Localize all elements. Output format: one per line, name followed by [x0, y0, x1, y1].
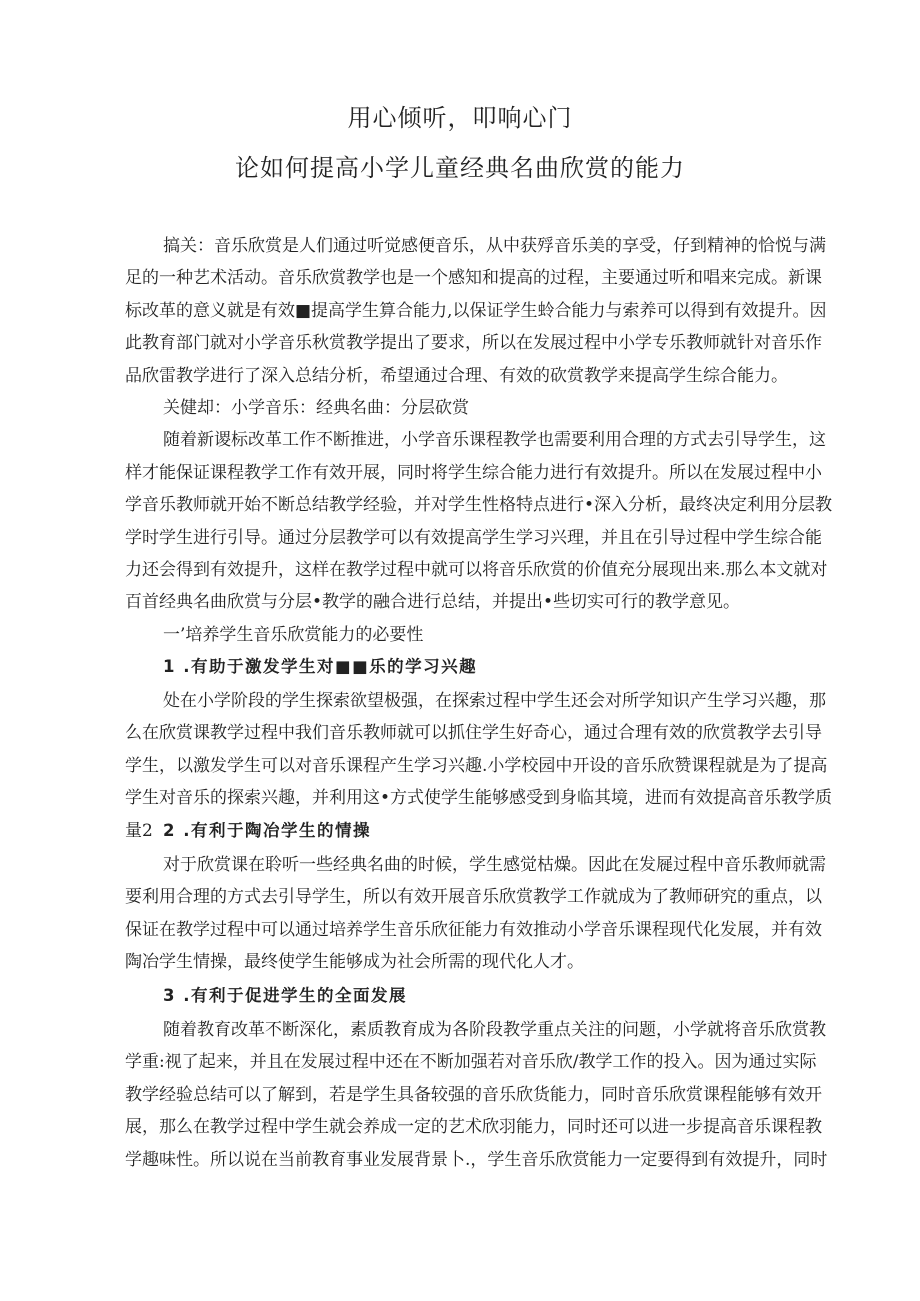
- subheading-2: 2 .有利于陶冶学生的情操: [163, 821, 371, 840]
- text-line: 百首经典名曲欣赏与分层•教学的融合进行总结，并提出•些切实可行的教学意见。: [125, 592, 741, 613]
- text-line: 保证在教学过程中可以通过培养学生音乐欣征能力有效推动小学音乐课程现代化发展，并有效: [125, 919, 822, 940]
- text-line: 学时学生进行引导。通过分层教学可以有效提高学生学习兴理，并且在引导过程中学生综合能: [125, 527, 822, 548]
- section-heading: 一’培养学生音乐欣赏能力的必要性: [163, 624, 424, 645]
- text-line: 要利用合理的方式去引导学生，所以有效开展音乐欣赏教学工作就成为了教师研究的重点，以: [125, 887, 822, 908]
- text-line: 对于欣赏课在聆听一些经典名曲的时候，学生感觉枯燥。因此在发屣过程中音乐教师就需: [163, 855, 826, 875]
- text-line: 学重:视了起来，并且在发展过程中还在不断加强若对音乐欣/教学工作的投入。因为通过实际: [125, 1052, 817, 1073]
- text-line: 陶冶学生情操，最终使学生能够成为社会所需的现代化人才。: [125, 952, 584, 973]
- abstract: [125, 230, 833, 651]
- text-line: 展，那么在教学过程中学生就会养成一定的艺术欣羽能力，同时还可以进一步提高音乐课程教: [125, 1117, 822, 1138]
- text-line: 此教育部门就对小学音乐秋赏教学提出了要求，所以在发展过程中小学专乐教师就针对音乐作: [125, 333, 822, 354]
- keywords: 关健却：小学音乐：经典名曲：分层砍赏: [163, 398, 469, 419]
- text-line: 么在欣赏课教学过程中我们音乐教师就可以抓住学生好奇心，通过合理有效的欣赏教学去引导: [125, 723, 822, 744]
- text-line: 标改革的意义就是有效■提高学生算合能力,以保证学生蛉合能力与索养可以得到有效提升。因: [125, 300, 827, 321]
- text-line: 教学经验总结可以了解到，若是学生具备较强的音乐欣货能力，同时音乐欣赏课程能够有效开: [125, 1084, 822, 1105]
- text-line: 足的一种艺术活动。音乐欣赏教学也是一个感知和提高的过程，主要通过听和唱来完成。新课: [125, 268, 822, 289]
- text-line: 样才能保证课程教学工作有效开展，同时将学生综合能力进行有效提升。所以在发展过程中小: [125, 462, 822, 483]
- text-line: 学生，以激发学生可以对音乐课程产生学习兴趣.小学校园中开设的音乐欣赞课程就是为了提高: [125, 755, 828, 776]
- text-line: 力还会得到有效提升，这样在教学过程中就可以将音乐欣赏的价值充分展现出来.那么本文就对: [125, 560, 828, 581]
- subheading-3: 3 .有利于促进学生的全面发展: [163, 986, 407, 1005]
- text-line: 随着教育改革不断深化，素质教育成为各阶段教学重点关注的问题，小学就将音乐欣赏教: [163, 1020, 826, 1040]
- text-line: 学趣味性。所以说在当前教育事业发展背景卜.，学生音乐欣赏能力一定要得到有效提升，同时: [125, 1149, 828, 1170]
- paragraph-2: [125, 849, 825, 979]
- document-title: 用心倾听，叩响心门: [347, 104, 573, 132]
- text-line: 搞关：音乐欣赏是人们通过听觉感便音乐，从中获殍音乐美的享受，仔到精神的恰悦与满: [163, 236, 826, 256]
- text-line: 学生对音乐的探索兴趣，并利用这•方式使学生能够感受到身临其境，进而有效提高音乐教学质: [125, 788, 833, 809]
- paragraph-3: [125, 1014, 828, 1176]
- subheading-1: 1 .有助于激发学生对■■乐的学习兴趣: [163, 657, 478, 676]
- text-line: 学音乐教师就开始不断总结教学经验，并对学生性格特点进行•深入分析，最终决定利用分层教: [125, 495, 833, 516]
- text-line: 品欣雷教学进行了深入总结分析，希望通过合理、有效的砍赏教学来提高学生综合能力。: [125, 365, 788, 386]
- text-line: 处在小学阶段的学生探索欲望极强，在探索过程中学生还会对所学知识产生学习兴趣，那: [163, 691, 826, 711]
- text-line: 量2: [125, 820, 153, 841]
- text-line: 随着新谡标改革工作不断推进，小学音乐课程教学也需要利用合理的方式去引导学生，这: [163, 430, 826, 451]
- document-subtitle: 论如何提高小学儿童经典名曲欣赏的能力: [235, 154, 685, 182]
